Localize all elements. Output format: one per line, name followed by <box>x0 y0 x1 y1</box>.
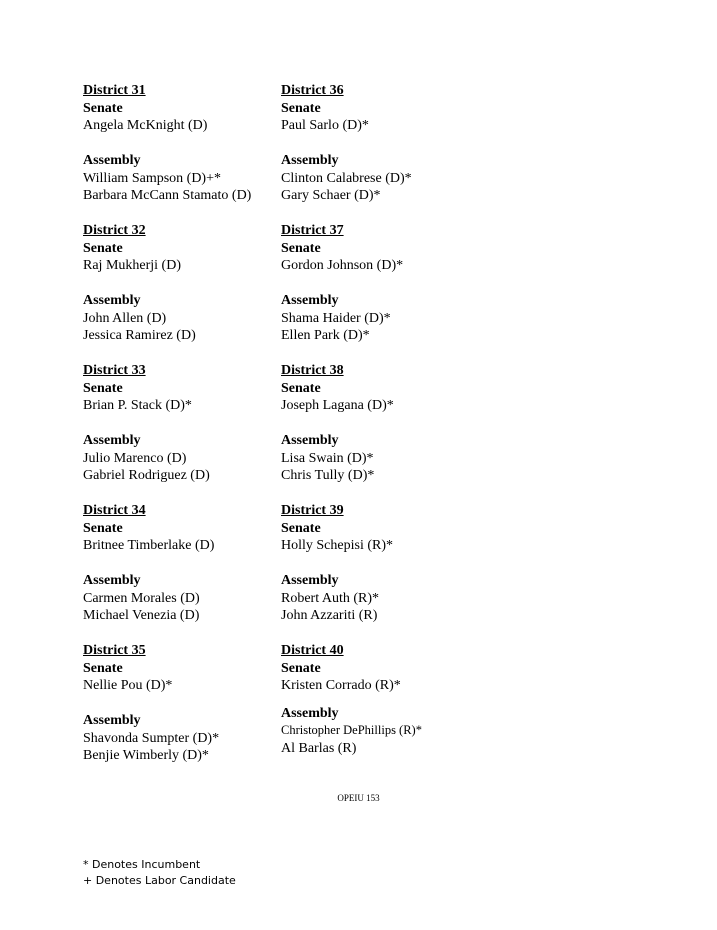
district-36-block <box>281 82 481 222</box>
senate-label: Senate <box>281 240 321 256</box>
senate-label: Senate <box>281 660 321 676</box>
senate-label: Senate <box>83 380 123 396</box>
senate-candidate: Gordon Johnson (D)* <box>281 258 404 273</box>
left-column <box>83 82 283 782</box>
assembly-label: Assembly <box>281 433 339 448</box>
assembly-candidate: Al Barlas (R) <box>281 740 357 756</box>
district-31-block <box>83 82 283 222</box>
assembly-label: Assembly <box>83 713 141 728</box>
district-heading: District 35 <box>83 643 146 658</box>
assembly-label: Assembly <box>281 705 339 721</box>
district-heading: District 38 <box>281 363 344 378</box>
assembly-candidate: Shama Haider (D)* <box>281 310 391 326</box>
incumbent-note: * Denotes Incumbent <box>83 858 201 871</box>
assembly-label: Assembly <box>83 153 141 168</box>
assembly-candidate: Chris Tully (D)* <box>281 468 375 483</box>
district-heading: District 40 <box>281 643 344 658</box>
district-heading: District 31 <box>83 83 146 98</box>
assembly-candidate: Lisa Swain (D)* <box>281 450 374 466</box>
assembly-label: Assembly <box>83 573 141 588</box>
district-40-block <box>281 642 481 782</box>
assembly-candidate: Carmen Morales (D) <box>83 590 200 606</box>
senate-candidate: Britnee Timberlake (D) <box>83 538 215 553</box>
senate-candidate: Raj Mukherji (D) <box>83 258 181 273</box>
assembly-candidate: William Sampson (D)+* <box>83 170 221 186</box>
senate-candidate: Brian P. Stack (D)* <box>83 398 192 413</box>
assembly-candidate: John Azzariti (R) <box>281 608 378 623</box>
assembly-candidate: Robert Auth (R)* <box>281 590 379 606</box>
senate-candidate: Kristen Corrado (R)* <box>281 678 401 693</box>
assembly-candidate: Clinton Calabrese (D)* <box>281 170 412 186</box>
legend-notes <box>83 857 236 889</box>
assembly-label: Assembly <box>281 293 339 308</box>
senate-candidate: Nellie Pou (D)* <box>83 678 173 693</box>
assembly-candidate: Michael Venezia (D) <box>83 608 200 623</box>
assembly-candidate: John Allen (D) <box>83 310 167 326</box>
assembly-candidate: Gary Schaer (D)* <box>281 188 381 203</box>
senate-label: Senate <box>83 660 123 676</box>
district-34-block <box>83 502 283 642</box>
senate-candidate: Angela McKnight (D) <box>83 118 208 133</box>
assembly-candidate: Jessica Ramirez (D) <box>83 328 196 343</box>
district-heading: District 39 <box>281 503 344 518</box>
district-35-block <box>83 642 283 782</box>
district-39-block <box>281 502 481 642</box>
assembly-candidate: Shavonda Sumpter (D)* <box>83 730 220 746</box>
assembly-label: Assembly <box>281 153 339 168</box>
senate-label: Senate <box>281 100 321 116</box>
senate-label: Senate <box>83 240 123 256</box>
assembly-candidate: Barbara McCann Stamato (D) <box>83 188 252 203</box>
senate-candidate: Paul Sarlo (D)* <box>281 118 369 133</box>
senate-label: Senate <box>281 520 321 536</box>
district-33-block <box>83 362 283 502</box>
union-bug-code: OPEIU 153 <box>337 793 380 803</box>
assembly-candidate: Christopher DePhillips (R)* <box>281 723 422 737</box>
assembly-candidate: Benjie Wimberly (D)* <box>83 748 209 763</box>
right-column <box>281 82 481 782</box>
district-32-block <box>83 222 283 362</box>
senate-candidate: Joseph Lagana (D)* <box>281 398 394 413</box>
senate-label: Senate <box>83 520 123 536</box>
district-heading: District 36 <box>281 83 344 98</box>
labor-candidate-note: + Denotes Labor Candidate <box>83 874 236 887</box>
senate-candidate: Holly Schepisi (R)* <box>281 538 393 553</box>
assembly-label: Assembly <box>83 433 141 448</box>
district-heading: District 33 <box>83 363 146 378</box>
senate-label: Senate <box>281 380 321 396</box>
district-heading: District 34 <box>83 503 146 518</box>
assembly-candidate: Gabriel Rodriguez (D) <box>83 468 210 483</box>
district-heading: District 32 <box>83 223 146 238</box>
assembly-label: Assembly <box>281 573 339 588</box>
district-heading: District 37 <box>281 223 344 238</box>
assembly-candidate: Ellen Park (D)* <box>281 328 370 343</box>
assembly-candidate: Julio Marenco (D) <box>83 450 187 466</box>
district-38-block <box>281 362 481 502</box>
assembly-label: Assembly <box>83 293 141 308</box>
senate-label: Senate <box>83 100 123 116</box>
district-37-block <box>281 222 481 362</box>
